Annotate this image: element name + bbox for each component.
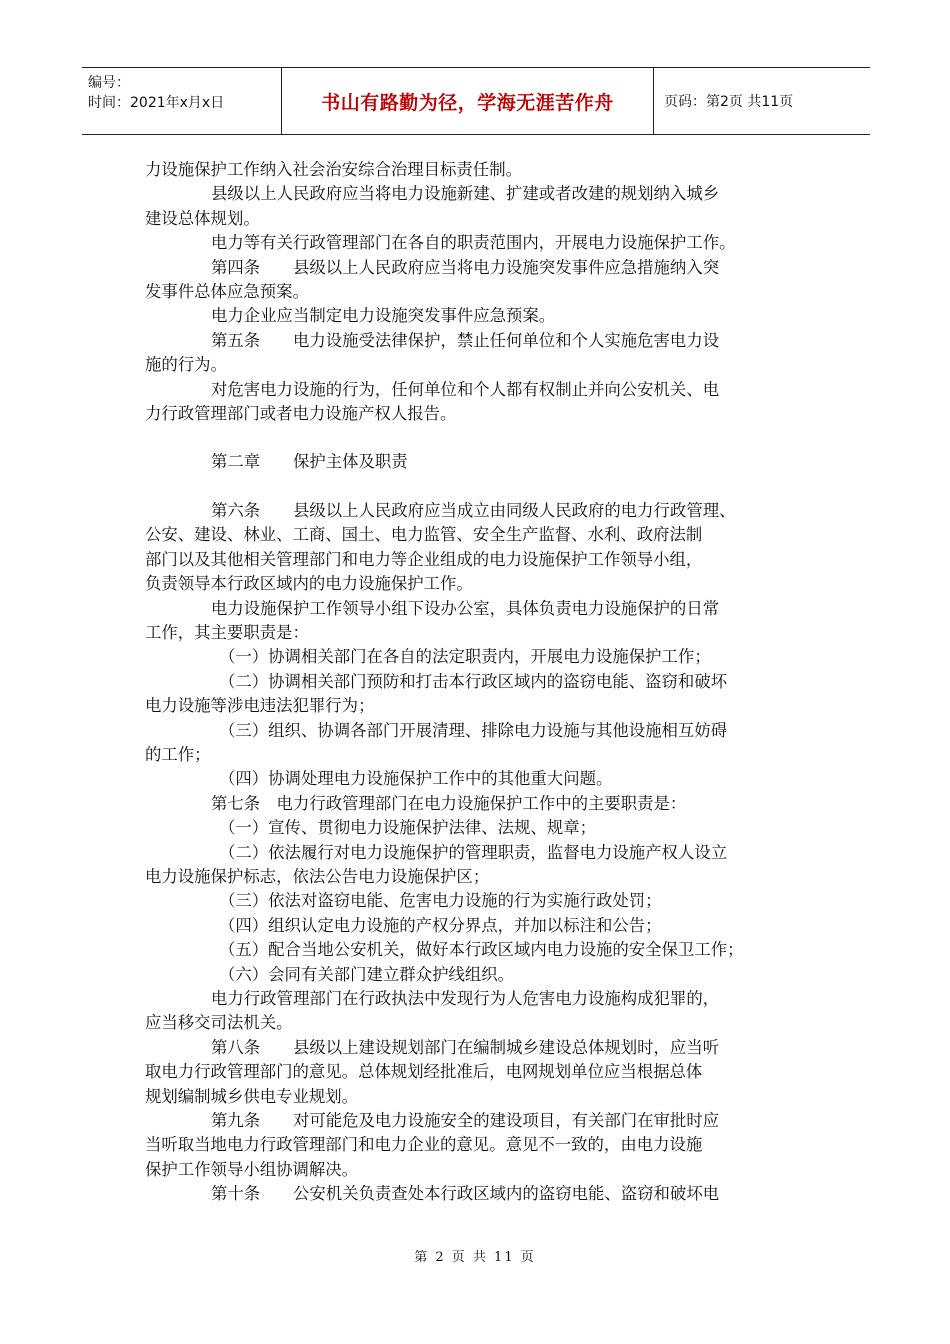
text-line: 工作，其主要职责是：: [145, 622, 309, 642]
text-line: 第十条 公安机关负责查处本行政区域内的盗窃电能、盗窃和破坏电: [211, 1184, 720, 1204]
text-line: （二）依法履行对电力设施保护的管理职责，监督电力设施产权人设立: [219, 842, 728, 862]
text-line: 建设总体规划。: [145, 208, 260, 228]
text-line: 部门以及其他相关管理部门和电力等企业组成的电力设施保护工作领导小组，: [145, 549, 703, 569]
chapter-heading: 第二章 保护主体及职责: [211, 452, 408, 472]
text-line: 施的行为。: [145, 355, 227, 375]
text-line: 电力行政管理部门在行政执法中发现行为人危害电力设施构成犯罪的，: [211, 989, 720, 1008]
text-line: 保护工作领导小组协调解决。: [145, 1159, 359, 1179]
body-section-1: [145, 158, 813, 426]
number-label: 编号：: [88, 75, 130, 91]
text-line: （三）组织、协调各部门开展清理、排除电力设施与其他设施相互妨碍: [219, 720, 728, 740]
text-line: 第八条 县级以上建设规划部门在编制城乡建设总体规划时，应当听: [211, 1037, 720, 1057]
text-line: 公安、建设、林业、工商、国土、电力监管、安全生产监督、水利、政府法制: [145, 525, 703, 545]
document-body: [145, 158, 813, 1207]
text-line: 第七条 电力行政管理部门在电力设施保护工作中的主要职责是：: [211, 793, 687, 813]
text-line: 第六条 县级以上人民政府应当成立由同级人民政府的电力行政管理、: [211, 500, 736, 520]
text-line: 县级以上人民政府应当将电力设施新建、扩建或者改建的规划纳入城乡: [211, 184, 720, 204]
text-line: 电力设施等涉电违法犯罪行为；: [145, 696, 375, 716]
header-motto: 书山有路勤为径，学海无涯苦作舟: [282, 68, 654, 134]
text-line: 力设施保护工作纳入社会治安综合治理目标责任制。: [145, 160, 522, 179]
text-line: 当听取当地电力行政管理部门和电力企业的意见。意见不一致的，由电力设施: [145, 1135, 703, 1155]
text-line: 应当移交司法机关。: [145, 1013, 293, 1033]
text-line: 第五条 电力设施受法律保护，禁止任何单位和个人实施危害电力设: [211, 330, 720, 350]
body-section-2: [145, 499, 813, 1207]
text-line: （三）依法对盗窃电能、危害电力设施的行为实施行政处罚；: [219, 891, 662, 911]
text-line: （六）会同有关部门建立群众护线组织。: [219, 964, 515, 984]
text-line: （五）配合当地公安机关，做好本行政区域内电力设施的安全保卫工作；: [219, 940, 744, 960]
text-line: 电力设施保护标志，依法公告电力设施保护区；: [145, 866, 490, 886]
document-header: [82, 67, 870, 135]
text-line: 发事件总体应急预案。: [145, 282, 309, 302]
text-line: 对危害电力设施的行为，任何单位和个人都有权制止并向公安机关、电: [211, 379, 720, 399]
text-line: 规划编制城乡供电专业规划。: [145, 1086, 359, 1106]
header-page-info: 页码：第2页 共11页: [664, 94, 794, 110]
text-line: 负责领导本行政区域内的电力设施保护工作。: [145, 574, 473, 594]
page-footer: 第 2 页 共 11 页: [414, 1250, 536, 1265]
header-meta: [82, 68, 282, 134]
text-line: （四）组织认定电力设施的产权分界点，并加以标注和公告；: [219, 915, 662, 935]
text-line: 取电力行政管理部门的意见。总体规划经批准后，电网规划单位应当根据总体: [145, 1062, 703, 1082]
text-line: 第四条 县级以上人民政府应当将电力设施突发事件应急措施纳入突: [211, 257, 720, 277]
text-line: （二）协调相关部门预防和打击本行政区域内的盗窃电能、盗窃和破坏: [219, 671, 728, 691]
text-line: （四）协调处理电力设施保护工作中的其他重大问题。: [219, 769, 613, 789]
text-line: 电力企业应当制定电力设施突发事件应急预案。: [211, 306, 556, 326]
text-line: 第九条 对可能危及电力设施安全的建设项目，有关部门在审批时应: [211, 1111, 720, 1131]
time-label: 时间：2021年x月x日: [88, 95, 225, 111]
text-line: 的工作；: [145, 744, 211, 764]
text-line: 电力等有关行政管理部门在各自的职责范围内，开展电力设施保护工作。: [211, 233, 736, 253]
text-line: 力行政管理部门或者电力设施产权人报告。: [145, 404, 457, 424]
text-line: （一）协调相关部门在各自的法定职责内，开展电力设施保护工作；: [219, 647, 711, 667]
text-line: 电力设施保护工作领导小组下设办公室，具体负责电力设施保护的日常: [211, 598, 720, 618]
text-line: （一）宣传、贯彻电力设施保护法律、法规、规章；: [219, 818, 596, 838]
